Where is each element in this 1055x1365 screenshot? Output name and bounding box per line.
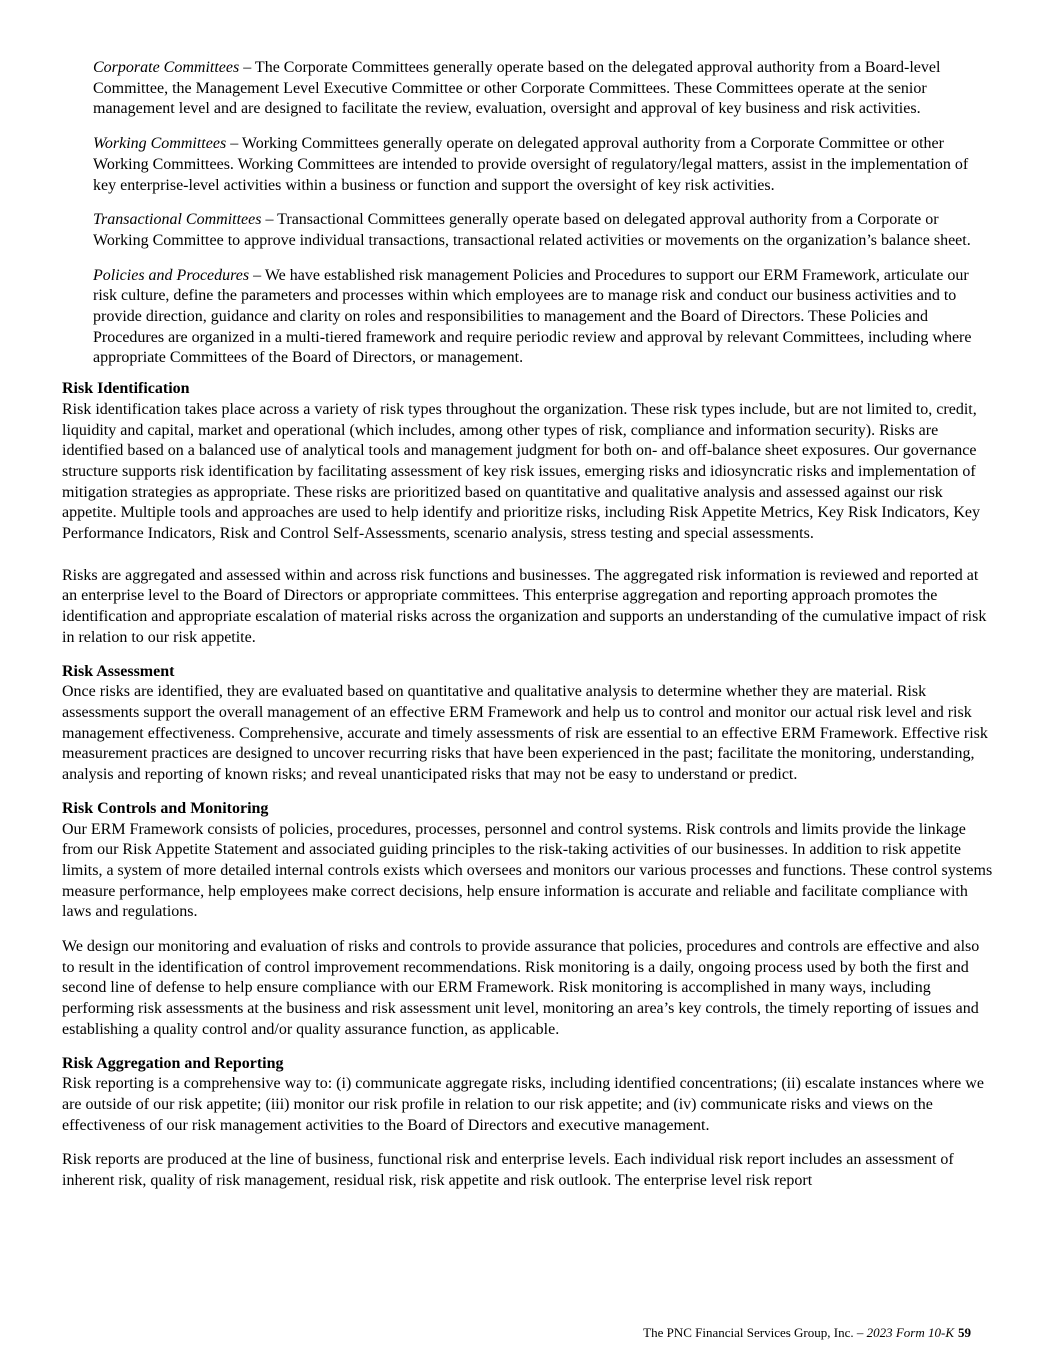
footer-company: The PNC Financial Services Group, Inc. – [643, 1325, 867, 1340]
page-footer [643, 1325, 971, 1341]
section-heading: Risk Controls and Monitoring [62, 799, 269, 817]
paragraph: We design our monitoring and evaluation of risks and controls to provide assurance that policies, procedures and controls are effective and also to result in the identification of control improvement recommendations. Risk monitoring is a daily, ongoing process used by both the first and second line of defense to help ensure compliance with our ERM Framework. Risk monitoring is accomplished in many ways, including performing risk assessments at the business and risk assessment unit level, monitoring an area’s key controls, the timely reporting of issues and establishing a quality control and/or quality assurance function, as applicable. [62, 938, 980, 1038]
paragraph: Risk identification takes place across a variety of risk types throughout the organization. These risk types include, but are not limited to, credit, liquidity and capital, market and operational (which includes, among other types of risk, compliance and information security). Risks are identified based on a balanced use of analytical tools and management judgment for both on- and off-balance sheet exposures. Our governance structure supports risk identification by facilitating assessment of key risk issues, emerging risks and idiosyncratic risks and implementation of mitigation strategies as appropriate. These risks are prioritized based on quantitative and qualitative analysis and assessed against our risk appetite. Multiple tools and approaches are used to help identify and prioritize risks, including Risk Appetite Metrics, Key Risk Indicators, Key Performance Indicators, Risk and Control Self-Assessments, scenario analysis, stress testing and special assessments. [62, 400, 981, 543]
term-label: Policies and Procedures [93, 266, 250, 284]
section-heading: Risk Aggregation and Reporting [62, 1054, 284, 1072]
section-heading: Risk Assessment [62, 662, 175, 680]
paragraph: Risk reports are produced at the line of business, functional risk and enterprise levels. Each individual risk report includes an assessment of inherent risk, quality of risk management, residual risk, risk appetite and risk outlook. The enterprise level risk report [62, 1151, 954, 1190]
term-description: – Working Committees generally operate on delegated approval authority from a Corporate Committee or other Working Committees. Working Committees are intended to provide oversight of regulatory/legal matters, assist in the implementation of key enterprise-level activities within a business or function and support the oversight of key risk activities. [93, 135, 969, 194]
term-description: – The Corporate Committees generally operate based on the delegated approval authority from a Board-level Committee, the Management Level Executive Committee or other Corporate Committees. These Committees operate at the senior management level and are designed to facilitate the review, evaluation, oversight and approval of key business and risk activities. [93, 59, 941, 118]
section-risk-controls-monitoring [62, 799, 994, 1041]
term-description: – We have established risk management Policies and Procedures to support our ERM Framework, articulate our risk culture, define the parameters and processes within which employees are to manage risk and conduct our business activities and to provide direction, guidance and clarity on roles and responsibilities to management and the Board of Directors. These Policies and Procedures are organized in a multi-tiered framework and require periodic review and approval by relevant Committees, including where appropriate Committees of the Board of Directors, or management. [93, 266, 972, 367]
term-label: Corporate Committees [93, 59, 240, 76]
term-label: Working Committees [93, 135, 227, 153]
committee-definitions [62, 58, 994, 369]
document-page [62, 58, 994, 1205]
section-risk-identification [62, 379, 994, 648]
policies-and-procedures [93, 266, 994, 370]
section-heading: Risk Identification [62, 380, 190, 398]
paragraph: Our ERM Framework consists of policies, procedures, processes, personnel and control systems. Risk controls and limits provide the linkage from our Risk Appetite Statement and associated guiding principles to the risk-taking activities of our businesses. In addition to risk appetite limits, a system of more detailed internal controls exists which oversees and monitors our various processes and functions. These control systems measure performance, help employees make correct decisions, help ensure information is accurate and reliable and facilitate compliance with laws and regulations. [62, 820, 993, 921]
section-risk-assessment [62, 662, 994, 786]
committee-corporate [93, 58, 994, 120]
section-risk-aggregation-reporting [62, 1054, 994, 1192]
committee-transactional [93, 210, 994, 251]
page-number: 59 [958, 1325, 971, 1340]
paragraph: Risks are aggregated and assessed within and across risk functions and businesses. The aggregated risk information is reviewed and reported at an enterprise level to the Board of Directors or appropriate committees. This enterprise aggregation and reporting approach promotes the identification and appropriate escalation of material risks across the organization and supports an understanding of the cumulative impact of risk in relation to our risk appetite. [62, 566, 987, 646]
committee-working [93, 134, 994, 196]
footer-form: 2023 Form 10-K [866, 1325, 954, 1340]
paragraph: Once risks are identified, they are evaluated based on quantitative and qualitative analysis to determine whether they are material. Risk assessments support the overall management of an effective ERM Framework and help us to control and monitor our actual risk level and risk management effectiveness. Comprehensive, accurate and timely assessments of risk are essential to an effective ERM Framework. Effective risk measurement practices are designed to uncover recurring risks that have been experienced in the past; facilitate the monitoring, understanding, analysis and reporting of known risks; and reveal unanticipated risks that may not be easy to understand or predict. [62, 683, 988, 784]
term-label: Transactional Committees [93, 211, 262, 229]
term-description: – Transactional Committees generally operate based on delegated approval authority from a Corporate or Working Committee to approve individual transactions, transactional related activities or movements on the organization’s balance sheet. [93, 211, 971, 249]
paragraph: Risk reporting is a comprehensive way to: (i) communicate aggregate risks, including identified concentrations; (ii) escalate instances where we are outside of our risk appetite; (iii) monitor our risk profile in relation to our risk appetite; and (iv) communicate risks and views on the effectiveness of our risk management activities to the Board of Directors and executive management. [62, 1075, 984, 1134]
